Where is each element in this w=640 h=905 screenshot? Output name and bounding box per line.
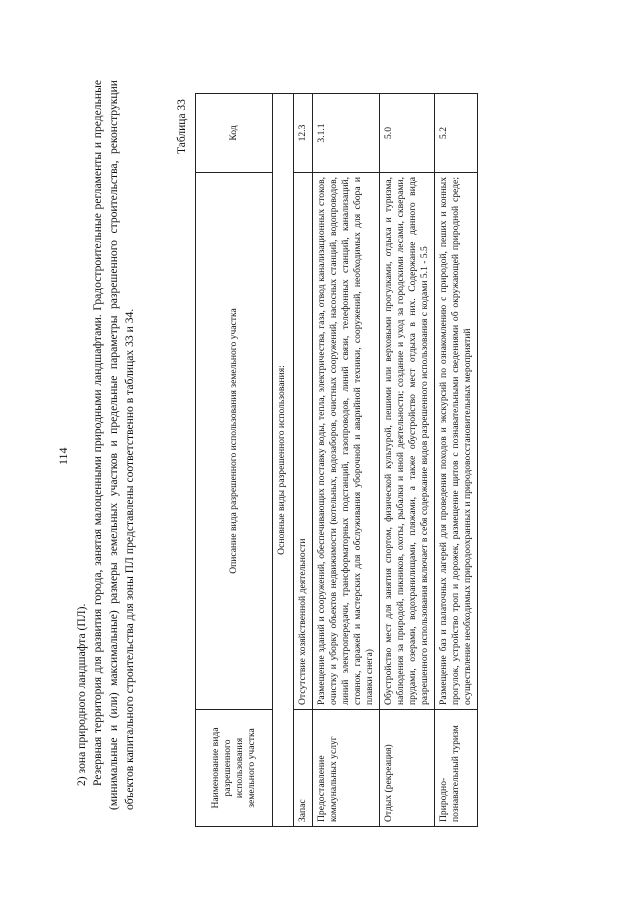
- row-description: Обустройство мест для занятия спортом, физической культурой, пешими или верховыми прогулками, отдыха и туризма, наблюдения за природой, пикников, охоты, рыбалки и иной деятельности; создание и уход за городскими лесами, скверами, прудами, озерами, водохранилищами, пляжами, а также обустройство мест отдыха в них. Содержание данного вида разрешенного использования включает в себя содержание видов разрешенного использования с кодами 5.1 - 5.5: [380, 173, 435, 710]
- row-name: Предоставление коммунальных услуг: [313, 710, 380, 827]
- table-row: [294, 94, 313, 827]
- row-code: 3.1.1: [313, 94, 380, 173]
- row-description: Размещение баз и палаточных лагерей для проведения походов и экскурсий по ознакомлению с природой, пеших и конных прогулок, устройство троп и дорожек, размещение щитов с познавательными сведениями об окружающей природной среде; осуществление необходимых природоохранных и природовосстановительных мероприятий: [435, 173, 478, 710]
- row-name: Запас: [294, 710, 313, 827]
- row-name: Отдых (рекреация): [380, 710, 435, 827]
- row-code: 5.0: [380, 94, 435, 173]
- subheader-basic-uses: Основные виды разрешенного использования:: [273, 94, 294, 827]
- table-row: [313, 94, 380, 827]
- header-code: Код: [196, 94, 273, 173]
- table-header-row: [196, 94, 273, 827]
- header-name: Наименование вида разрешенного использования земельного участка: [196, 710, 273, 827]
- header-description: Описание вида разрешенного использования земельного участка: [196, 173, 273, 710]
- intro-text: [74, 80, 138, 810]
- row-code: 5.2: [435, 94, 478, 173]
- page-number: 114: [56, 447, 70, 465]
- row-name: Природно-познавательный туризм: [435, 710, 478, 827]
- table-subheader-row: [273, 94, 294, 827]
- table-row: [380, 94, 435, 827]
- row-description: Отсутствие хозяйственной деятельности: [294, 173, 313, 710]
- table-caption: Таблица 33: [176, 99, 188, 154]
- permitted-use-table: [195, 93, 478, 827]
- table-row: [435, 94, 478, 827]
- zone-heading: 2) зона природного ландшафта (ПЛ).: [75, 603, 88, 786]
- row-code: 12.3: [294, 94, 313, 173]
- row-description: Размещение зданий и сооружений, обеспечивающих поставку воды, тепла, электричества, газа, отвод канализационных стоков, очистку и уборку объектов недвижимости (котельных, водозаборов, очистных сооружений, насосных станций, водопроводов, линий электропередачи, трансформаторных подстанций, газопроводов, линий связи, телефонных станций, канализаций, стоянок, гаражей и мастерских для обслуживания уборочной и аварийной техники, сооружений, необходимых для сбора и плавки снега): [313, 173, 380, 710]
- intro-paragraph: Резервная территория для развития города, занятая малоценными природными ландшафтами. Градостроительные регламенты и предельные (минимальные и (или) максимальные) размеры земельных участков и предельные параметры разрешенного строительства, реконструкции объектов капитального строительства для зоны ПЛ представлены соответственно в таблицах 33 и 34.: [91, 80, 136, 810]
